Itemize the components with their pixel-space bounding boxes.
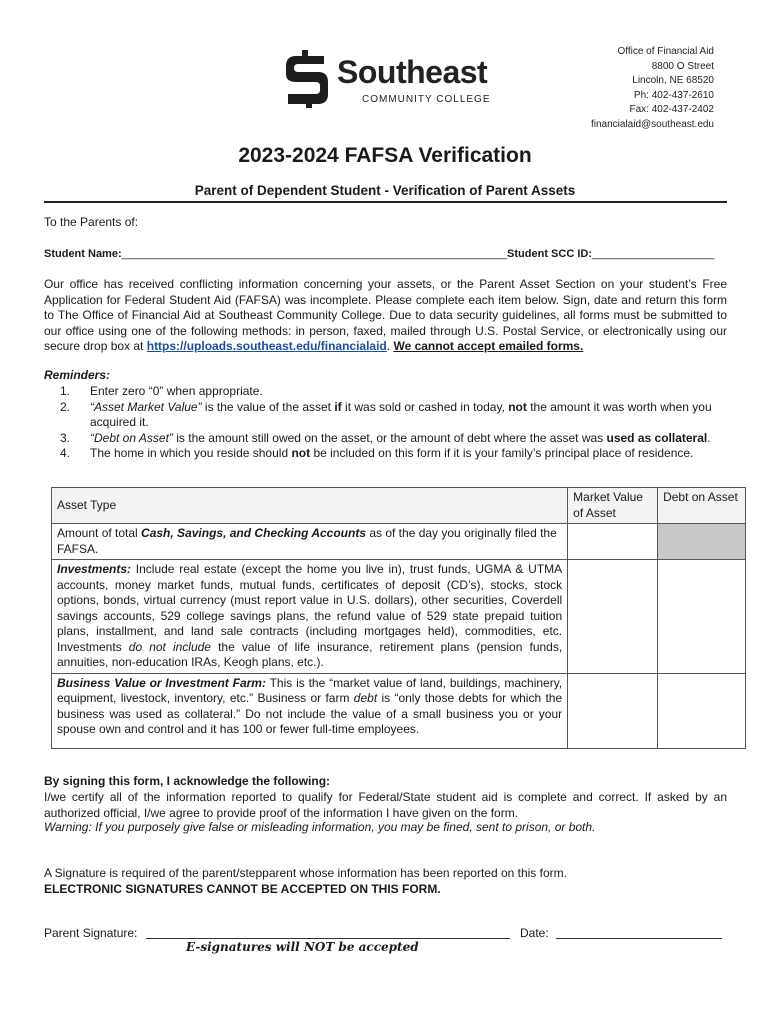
header-market-value: Market Value of Asset [568,488,658,524]
acknowledge-heading: By signing this form, I acknowledge the following: [44,774,331,788]
parent-signature-line[interactable] [146,938,510,939]
intro-period: . [386,339,391,354]
office-line: Lincoln, NE 68520 [632,75,714,87]
asset-description: Amount of total Cash, Savings, and Checking Accounts as of the day you originally filed the FAFSA. [52,524,568,560]
parent-signature-label: Parent Signature: [44,926,138,940]
list-item [60,431,720,447]
college-logo-icon [280,50,332,108]
date-label: Date: [520,926,549,940]
market-value-input[interactable] [568,524,658,560]
student-scc-field[interactable]: ____________________ [592,248,715,260]
list-item [60,400,720,431]
intro-paragraph [44,277,727,355]
asset-table [51,487,746,749]
student-name-field[interactable]: _______________________________________________________________ [121,248,508,260]
student-name-label: Student Name: [44,248,122,260]
acknowledge-text: I/we certify all of the information reported to qualify for Federal/State student aid is complete and correct. If asked by an authorized official, I/we agree to provide proof of the information I have given on the form. [44,790,727,820]
header-asset-type: Asset Type [52,488,568,524]
header-debt: Debt on Asset [658,488,746,524]
reminder-text: The home in which you reside should not be included on this form if it is your family’s principal place of residence. [90,446,694,461]
office-email: financialaid@southeast.edu [590,118,714,130]
debt-input[interactable] [658,673,746,748]
list-number: 1. [60,384,71,398]
student-scc-label: Student SCC ID: [507,248,592,260]
college-name: Southeast [337,54,488,90]
list-item [60,446,720,462]
market-value-input[interactable] [568,673,658,748]
table-header-row [52,488,746,524]
college-subtitle: COMMUNITY COLLEGE [362,94,491,105]
market-value-input[interactable] [568,560,658,674]
list-number: 3. [60,430,71,445]
list-item [60,384,720,400]
page-subtitle: Parent of Dependent Student - Verification of Parent Assets [194,183,576,198]
no-esignature-notice: ELECTRONIC SIGNATURES CANNOT BE ACCEPTED ON THIS FORM. [44,882,441,896]
list-number: 2. [60,399,71,414]
table-row [52,673,746,748]
reminders-heading: Reminders: [44,368,111,382]
debt-input[interactable] [658,560,746,674]
reminder-text: Enter zero “0” when appropriate. [90,384,263,398]
page-title: 2023-2024 FAFSA Verification [238,144,532,167]
date-line[interactable] [556,938,722,939]
asset-description: Investments: Include real estate (except the home you live in), trust funds, UGMA & UTMA accounts, money market funds, mutual funds, certificates of deposit (CD’s), stocks, stock options, bonds, virtual currency (must report value in U.S. dollars), other securities, Coverdell savings accounts, 529 college savings plans, the refund value of 529 state prepaid tuition plans, installment, and land sale contracts (including mortgages held), commodities, etc. Investments do not include the value of life insurance, retirement plans (pension funds, annuities, non-education IRAs, Keogh plans, etc.). [52,560,568,674]
office-line: Fax: 402-437-2402 [629,104,714,116]
reminder-text: “Asset Market Value” is the value of the asset if it was sold or cashed in today, not the amount it was worth when you acquired it. [90,399,712,430]
no-email-notice: We cannot accept emailed forms. [393,339,584,354]
table-row [52,560,746,674]
office-contact [591,45,714,133]
office-line: Office of Financial Aid [617,46,714,57]
reminder-text: “Debt on Asset” is the amount still owed on the asset, or the amount of debt where the asset was used as collateral. [90,430,711,445]
office-line: Ph: 402-437-2610 [633,89,714,101]
student-fields [44,247,727,263]
reminders-list [60,384,720,462]
asset-description: Business Value or Investment Farm: This is the “market value of land, buildings, machinery, equipment, livestock, inventory, etc.” Business or farm debt is “only those debts for which the business was used as collateral.” Do not include the value of a small business you or your spouse own and control and it has 100 or fewer full-time employees. [52,673,568,748]
signature-required-note: A Signature is required of the parent/stepparent whose information has been reported on this form. [44,866,567,880]
intro-text: Our office has received conflicting information concerning your assets, or the Parent Asset Section on your student’s Free Application for Federal Student Aid (FAFSA) was incomplete. Please complete each item below. Sign, date and return this form to The Office of Financial Aid at Southeast Community College. Due to data security guidelines, all forms must be submitted to our office using one of the following methods: in person, faxed, mailed through U.S. Postal Service, or electronically using our secure drop box at [44,277,727,354]
esignature-note: E-signatures will NOT be accepted [186,940,419,954]
upload-link[interactable]: https://uploads.southeast.edu/financialaid [146,339,387,354]
list-number: 4. [60,446,71,461]
debt-input-disabled [658,524,746,560]
greeting: To the Parents of: [44,215,139,229]
title-divider [44,201,727,203]
table-row [52,524,746,560]
warning-text: Warning: If you purposely give false or misleading information, you may be fined, sent to prison, or both. [44,820,596,834]
office-line: 8800 O Street [651,60,714,72]
